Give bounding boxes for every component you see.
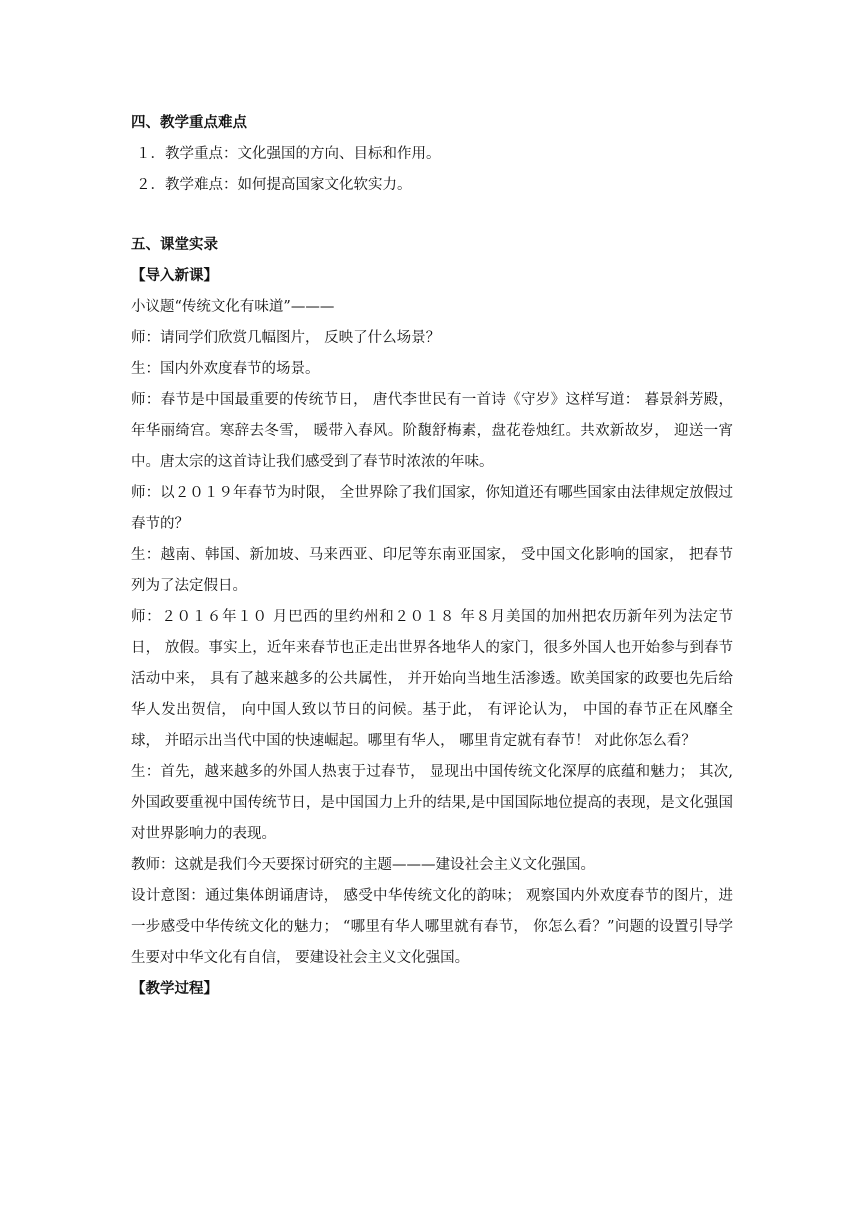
paragraph-design-intent: 设计意图：通过集体朗诵唐诗， 感受中华传统文化的韵味； 观察国内外欢度春节的图片，进一步感受中华传统文化的魅力； “哪里有华人哪里就有春节， 你怎么看？”问题的设置引导学生要对中华文化有自信， 要建设社会主义文化强国。 (131, 888, 733, 966)
section-spacer (131, 201, 733, 230)
difficult-point-item: ２．教学难点：如何提高国家文化软实力。 (136, 177, 412, 193)
paragraph-teacher-theme: 教师：这就是我们今天要探讨研究的主题———建设社会主义文化强国。 (131, 857, 595, 873)
paragraph-spring-festival-poem: 师：春节是中国最重要的传统节日， 唐代李世民有一首诗《守岁》这样写道： 暮景斜芳殿，年华丽绮宫。寒辞去冬雪， 暖带入春风。阶馥舒梅素，盘花卷烛红。共欢新故岁， 迎送一宵中。唐太宗的这首诗让我们感受到了春节时浓浓的年味。 (131, 392, 733, 470)
section-heading-classroom-record: 五、课堂实录 (131, 237, 218, 253)
topic-line: 小议题“传统文化有味道”——— (131, 299, 335, 315)
key-point-item: １．教学重点：文化强国的方向、目标和作用。 (136, 146, 441, 162)
dialogue-line-teacher-1: 师：请同学们欣赏几幅图片， 反映了什么场景？ (131, 330, 441, 346)
section-heading-key-difficult-points: 四、教学重点难点 (131, 115, 247, 131)
subheading-lead-in: 【导入新课】 (131, 268, 218, 284)
paragraph-question-countries: 师：以２０１９年春节为时限， 全世界除了我们国家，你知道还有哪些国家由法律规定放假过春节的？ (131, 485, 733, 532)
paragraph-global-festival: 师：２０１６年１０ 月巴西的里约州和２０１８ 年８月美国的加州把农历新年列为法定节日， 放假。事实上，近年来春节也正走出世界各地华人的家门，很多外国人也开始参与到春节活动中来， 具有了越来越多的公共属性， 并开始向当地生活渗透。欧美国家的政要也先后给华人发出贺信， 向中国人致以节日的问候。基于此， 有评论认为， 中国的春节正在风靡全球， 并昭示出当代中国的快速崛起。哪里有华人， 哪里肯定就有春节！ 对此你怎么看？ (131, 609, 733, 749)
dialogue-line-student-1: 生：国内外欢度春节的场景。 (131, 361, 320, 377)
paragraph-answer-countries: 生：越南、韩国、新加坡、马来西亚、印尼等东南亚国家， 受中国文化影响的国家， 把春节列为了法定假日。 (131, 547, 733, 594)
paragraph-student-view: 生：首先，越来越多的外国人热衷于过春节， 显现出中国传统文化深厚的底蕴和魅力； 其次,外国政要重视中国传统节日，是中国国力上升的结果,是中国国际地位提高的表现，是文化强国对世界影响力的表现。 (131, 764, 733, 842)
document-body (131, 108, 733, 1005)
subheading-teaching-process: 【教学过程】 (131, 981, 218, 997)
